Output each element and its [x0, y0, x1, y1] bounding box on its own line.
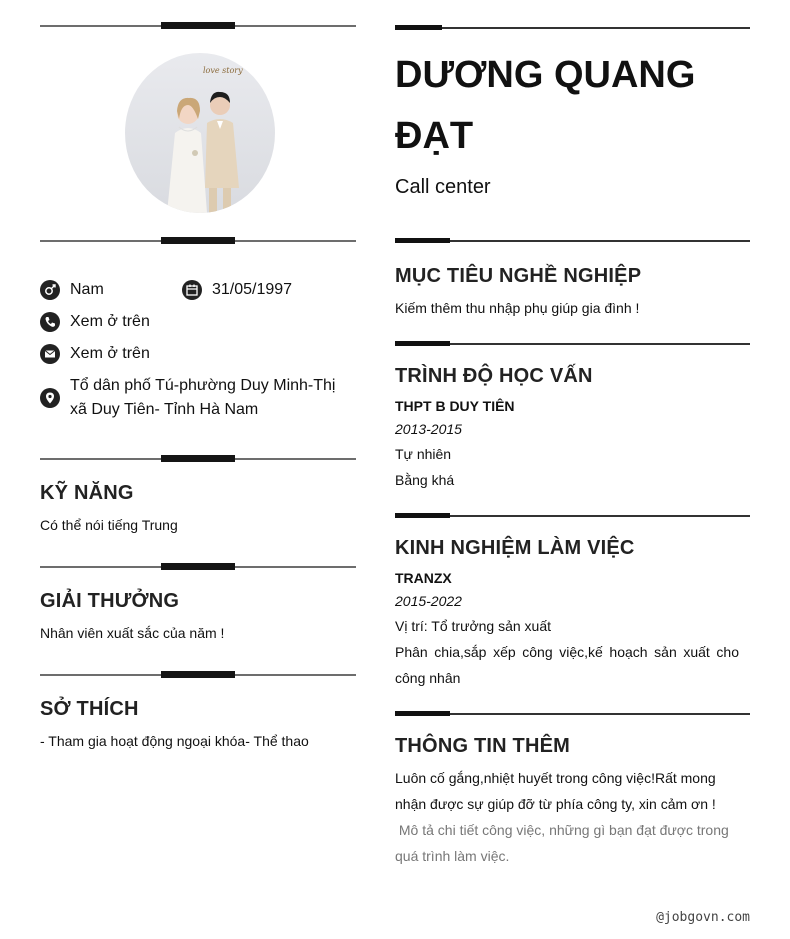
divider	[395, 341, 750, 347]
objective-title: MỤC TIÊU NGHỀ NGHIỆP	[395, 265, 642, 287]
gender-value: Nam	[70, 281, 104, 298]
candidate-name: DƯƠNG QUANG ĐẠT	[395, 54, 696, 157]
email-row	[40, 342, 150, 366]
education-title: TRÌNH ĐỘ HỌC VẤN	[395, 365, 593, 387]
divider	[395, 25, 750, 31]
phone-row	[40, 310, 150, 334]
skills-text: Có thể nói tiếng Trung	[40, 517, 178, 533]
divider	[395, 513, 750, 519]
experience-period: 2015-2022	[395, 593, 462, 609]
svg-text:love story: love story	[203, 66, 243, 75]
dob-row	[182, 278, 292, 302]
mail-icon	[40, 344, 60, 364]
education-school: THPT B DUY TIÊN	[395, 398, 515, 414]
address-value: Tổ dân phố Tú-phường Duy Minh-Thị xã Duy Tiên- Tỉnh Hà Nam	[70, 377, 336, 418]
extra-title: THÔNG TIN THÊM	[395, 735, 571, 757]
watermark: @jobgovn.com	[656, 910, 750, 925]
divider	[40, 671, 356, 679]
divider	[40, 237, 356, 245]
experience-description: Phân chia,sắp xếp công việc,kế hoạch sản xuất cho công nhân	[395, 644, 739, 686]
phone-icon	[40, 312, 60, 332]
dob-value: 31/05/1997	[212, 281, 293, 298]
experience-position: Vị trí: Tổ trưởng sản xuất	[395, 618, 552, 634]
calendar-icon	[182, 280, 202, 300]
experience-company: TRANZX	[395, 570, 452, 586]
email-value: Xem ở trên	[70, 345, 150, 362]
experience-title: KINH NGHIỆM LÀM VIỆC	[395, 537, 635, 559]
objective-text: Kiếm thêm thu nhập phụ giúp gia đình !	[395, 300, 640, 316]
divider	[40, 455, 356, 463]
divider	[395, 711, 750, 717]
awards-text: Nhân viên xuất sắc của năm !	[40, 625, 225, 641]
hobbies-title: SỞ THÍCH	[40, 698, 139, 720]
education-major: Tự nhiên	[395, 446, 452, 462]
gender-row	[40, 278, 104, 302]
education-degree: Bằng khá	[395, 472, 455, 488]
address-row	[40, 374, 356, 422]
gender-icon	[40, 280, 60, 300]
divider	[40, 563, 356, 571]
extra-placeholder: Mô tả chi tiết công việc, những gì bạn đạt được trong quá trình làm việc.	[395, 822, 733, 864]
extra-text: Luôn cố gắng,nhiệt huyết trong công việc!Rất mong nhận được sự giúp đỡ từ phía công ty, xin cảm ơn !	[395, 770, 716, 812]
location-icon	[40, 388, 60, 408]
hobbies-text: - Tham gia hoạt động ngoại khóa- Thể thao	[40, 733, 309, 749]
divider	[395, 238, 750, 244]
divider	[40, 22, 356, 30]
job-title: Call center	[395, 176, 491, 198]
education-period: 2013-2015	[395, 421, 462, 437]
avatar	[125, 53, 275, 213]
phone-value: Xem ở trên	[70, 313, 150, 330]
awards-title: GIẢI THƯỞNG	[40, 590, 180, 612]
skills-title: KỸ NĂNG	[40, 482, 134, 504]
